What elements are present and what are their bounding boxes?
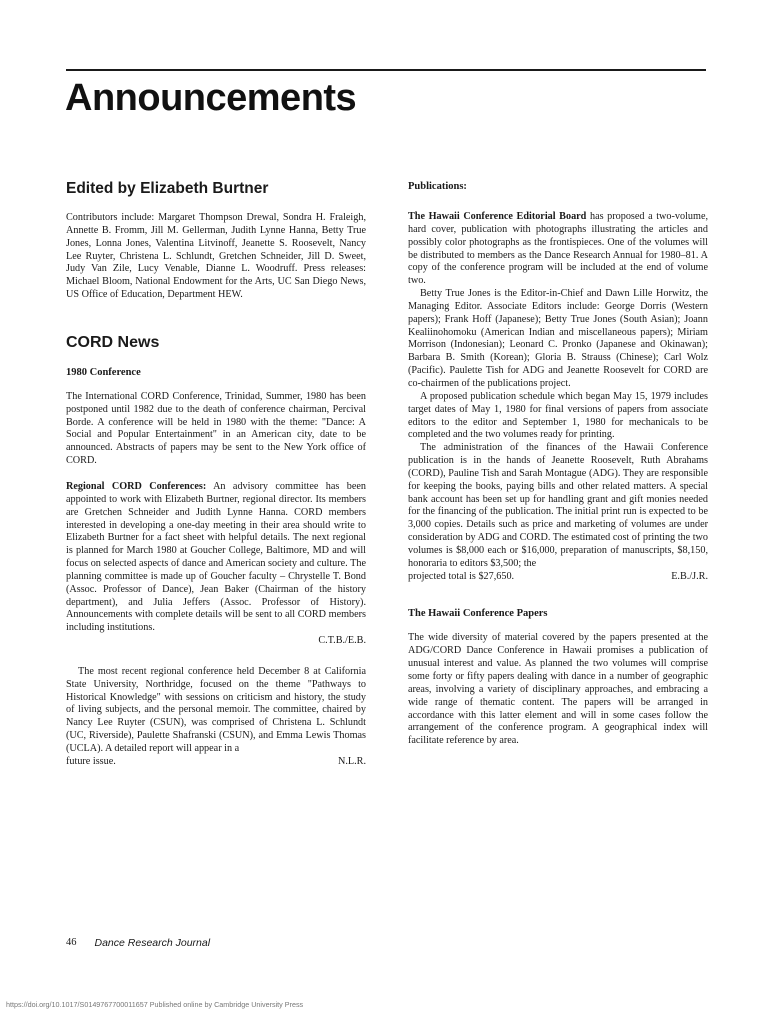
editorial-board-paragraph bbox=[408, 211, 708, 288]
finances-signature: E.B./J.R. bbox=[671, 570, 708, 582]
recent-signature-line bbox=[66, 756, 366, 769]
regional-runin-heading: Regional CORD Conferences: bbox=[66, 480, 207, 492]
publications-heading: Publications: bbox=[408, 181, 467, 192]
subheading-1980-conference: 1980 Conference bbox=[66, 366, 141, 378]
regional-signature: C.T.B./E.B. bbox=[318, 635, 366, 647]
finances-paragraph: The administration of the finances of the Hawaii Conference publication is in the hands of Jeanette Roosevelt, Ruth Abrahams (CORD), Pauline Tish and Sarah Montague (ADG). They are responsible for keeping the books, paying bills and other related matters. A special bank account has been set up for handling grant and gift monies needed for the financing of the publication. The initial print run is expected to be 3,000 copies. Details such as price and marketing of volumes are under consideration by ADG and CORD. The estimated cost of printing the two volumes is $8,000 each or $16,000, preparation of manuscripts, $8,150, honoraria to editors $3,500; the bbox=[408, 442, 708, 569]
recent-conference-paragraph: The most recent regional conference held December 8 at California State University, Northridge, focused on the theme "Pathways to Historical Knowledge" with sessions on criticism and history, the study of living subjects, and the personal memoir. The committee, chaired by Nancy Lee Ruyter (CSUN), was comprised of Christena L. Schlundt (UC, Riverside), Paulette Shafranski (CSUN), and Emma Lewis Thomas (UCLA). A detailed report will appear in a bbox=[66, 665, 366, 754]
page-title: Announcements bbox=[65, 77, 357, 119]
editor-byline: Edited by Elizabeth Burtner bbox=[66, 180, 269, 197]
page-footer bbox=[66, 937, 210, 949]
schedule-paragraph: A proposed publication schedule which began May 15, 1979 includes target dates of May 1, 1980 for final versions of papers from associate editors to the editor and September 1, 1980 for mechanicals to be completed and the two volumes ready for printing. bbox=[408, 390, 708, 441]
editorial-board-runin: The Hawaii Conference Editorial Board bbox=[408, 211, 587, 222]
editorial-board-text: has proposed a two-volume, hard cover, publication with photographs illustrating the articles and possibly color photographs as the frontispieces. One of the volumes will be distributed to members as the Dance Research Annual for 1980–81. A copy of the conference program will be included at the end of volume two. bbox=[408, 211, 709, 287]
contributors-text: Contributors include: Margaret Thompson Drewal, Sondra H. Fraleigh, Annette B. Fromm, Jill M. Gellerman, Judith Lynne Hanna, Betty True Jones, Lonna Jones, Valentina Litvinoff, Jeanette S. Roosevelt, Nancy Lee Ruyter, Christena L. Schlundt, Gretchen Schneider, Jill D. Sweet, Judy Van Zile, Lucy Venable, Dianne L. Woodruff. Press releases: Michael Bloom, National Endowment for the Arts, UC San Diego News, US Office of Education, Department HEW. bbox=[66, 212, 366, 301]
finances-signature-line bbox=[408, 571, 708, 584]
recent-signature: N.L.R. bbox=[337, 755, 366, 767]
section-heading-cord-news: CORD News bbox=[66, 333, 160, 351]
regional-text: An advisory committee has been appointed to work with Elizabeth Burtner, regional director. Its members are Gretchen Schneider and Judith Lynne Hanna. CORD members interested in developing a one-day meeting in their area should write to Elizabeth Burtner for a fact sheet with helpful details. The next regional is planned for March 1980 at Goucher College, Baltimore, MD and will focus on selected aspects of dance and American society and culture. The planning committee is made up of Goucher faculty – Chrystelle T. Bond (Assoc. Professor of Dance), Jean Baker (Chairman of the history department), and Julia Jeffers (Assoc. Professor of History). Announcements with complete details will be sent to all CORD members including institutions. bbox=[66, 480, 366, 634]
recent-last-line: future issue. bbox=[66, 755, 116, 767]
page-number: 46 bbox=[66, 937, 77, 948]
conference-paragraph: The International CORD Conference, Trinidad, Summer, 1980 has been postponed until 1982 due to the death of conference chairman, Percival Borde. A conference will be held in 1980 with the theme: "Dance: A Social and Popular Entertainment" in an American city, date to be announced. Abstracts of papers may be sent to the New York office of CORD. bbox=[66, 390, 366, 467]
editors-paragraph: Betty True Jones is the Editor-in-Chief and Dawn Lille Horwitz, the Managing Editor. Associate Editors include: George Dorris (Western papers); Frank Hoff (Japanese); Betty True Jones (South Asian); Joann Kealiinohomoku (American Indian and miscellaneous papers); Miriam Morrison (Indonesian); Leonard C. Pronko (Japanese and Okinawan); Barbara B. Smith (Korean); Gloria B. Strauss (Chinese); Carl Wolz (Pacific). Paulette Tish for ADG and Jeanette Roosevelt for CORD are co-chairmen of the publications project. bbox=[408, 288, 708, 389]
hawaii-papers-paragraph: The wide diversity of material covered by the papers presented at the ADG/CORD Dance Conference in Hawaii promises a publication of unusual interest and value. As planned the two volumes will comprise some forty or fifty papers dealing with dance in a number of geographic areas, involving a variety of disciplinary approaches, and embracing a wide range of thematic content. The papers will be arranged in accordance with this latter element and will in some cases follow the arrangement of the conference program. A geographical index will facilitate reference by area. bbox=[408, 632, 708, 747]
right-column bbox=[408, 180, 708, 748]
left-column bbox=[66, 180, 366, 769]
regional-paragraph bbox=[66, 481, 366, 635]
subheading-hawaii-papers: The Hawaii Conference Papers bbox=[408, 608, 548, 620]
journal-name: Dance Research Journal bbox=[94, 937, 211, 949]
doi-link[interactable]: https://doi.org/10.1017/S0149767700011657 Published online by Cambridge University Press bbox=[6, 1000, 304, 1009]
finances-last-line: projected total is $27,650. bbox=[408, 570, 515, 582]
